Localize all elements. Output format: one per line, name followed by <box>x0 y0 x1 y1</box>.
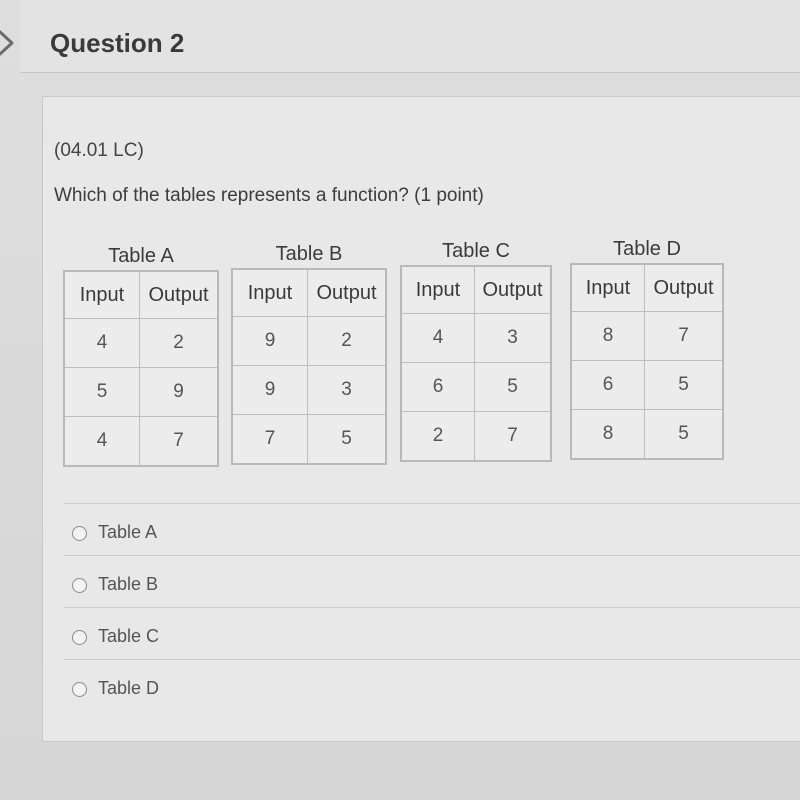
chevron-right-icon[interactable] <box>0 28 20 58</box>
table-row <box>232 317 386 366</box>
output-cell: 7 <box>645 312 724 361</box>
option-table-a[interactable] <box>64 503 800 555</box>
table-row <box>64 368 218 417</box>
output-cell: 5 <box>308 415 387 465</box>
table-title: Table D <box>613 238 681 260</box>
radio-button[interactable] <box>72 526 87 541</box>
table-title: Table C <box>442 240 510 262</box>
table-d <box>570 235 724 460</box>
output-cell: 5 <box>475 363 552 412</box>
output-cell: 3 <box>308 366 387 415</box>
input-cell: 4 <box>64 417 140 467</box>
data-table <box>231 268 387 465</box>
column-header-output: Output <box>308 269 387 317</box>
input-cell: 8 <box>571 312 645 361</box>
output-cell: 7 <box>140 417 219 467</box>
table-b <box>231 240 387 465</box>
question-prompt: Which of the tables represents a function? (1 point) <box>54 185 484 206</box>
radio-button[interactable] <box>72 630 87 645</box>
table-row <box>64 319 218 368</box>
table-row <box>571 410 723 460</box>
output-cell: 2 <box>308 317 387 366</box>
input-cell: 9 <box>232 317 308 366</box>
answer-options <box>64 503 800 711</box>
option-label[interactable]: Table D <box>98 678 160 698</box>
input-cell: 4 <box>401 314 475 363</box>
table-row <box>401 314 551 363</box>
output-cell: 5 <box>645 361 724 410</box>
input-cell: 4 <box>64 319 140 368</box>
output-cell: 9 <box>140 368 219 417</box>
option-label[interactable]: Table B <box>98 574 159 594</box>
table-a <box>63 242 219 467</box>
radio-button[interactable] <box>72 682 87 697</box>
input-cell: 2 <box>401 412 475 462</box>
output-cell: 7 <box>475 412 552 462</box>
column-header-input: Input <box>64 271 140 319</box>
table-row <box>401 412 551 462</box>
option-label[interactable]: Table C <box>98 626 160 646</box>
table-row <box>64 417 218 467</box>
input-cell: 7 <box>232 415 308 465</box>
input-cell: 5 <box>64 368 140 417</box>
input-cell: 6 <box>401 363 475 412</box>
table-row <box>232 415 386 465</box>
table-row <box>571 361 723 410</box>
output-cell: 5 <box>645 410 724 460</box>
column-header-output: Output <box>475 266 552 314</box>
radio-button[interactable] <box>72 578 87 593</box>
option-table-c[interactable] <box>64 607 800 659</box>
table-title: Table B <box>275 243 343 265</box>
output-cell: 3 <box>475 314 552 363</box>
table-row <box>571 312 723 361</box>
table-row <box>232 366 386 415</box>
table-c <box>400 237 552 462</box>
output-cell: 2 <box>140 319 219 368</box>
input-cell: 8 <box>571 410 645 460</box>
option-label[interactable]: Table A <box>98 522 158 542</box>
data-table <box>63 270 219 467</box>
question-header <box>20 0 800 73</box>
option-table-d[interactable] <box>64 659 800 711</box>
table-title: Table A <box>108 245 174 267</box>
question-code: (04.01 LC) <box>54 140 144 161</box>
table-row <box>401 363 551 412</box>
column-header-input: Input <box>571 264 645 312</box>
column-header-output: Output <box>645 264 724 312</box>
data-table <box>570 263 724 460</box>
column-header-input: Input <box>232 269 308 317</box>
input-cell: 9 <box>232 366 308 415</box>
column-header-output: Output <box>140 271 219 319</box>
data-table <box>400 265 552 462</box>
question-title: Question 2 <box>50 28 185 58</box>
column-header-input: Input <box>401 266 475 314</box>
input-cell: 6 <box>571 361 645 410</box>
option-table-b[interactable] <box>64 555 800 607</box>
